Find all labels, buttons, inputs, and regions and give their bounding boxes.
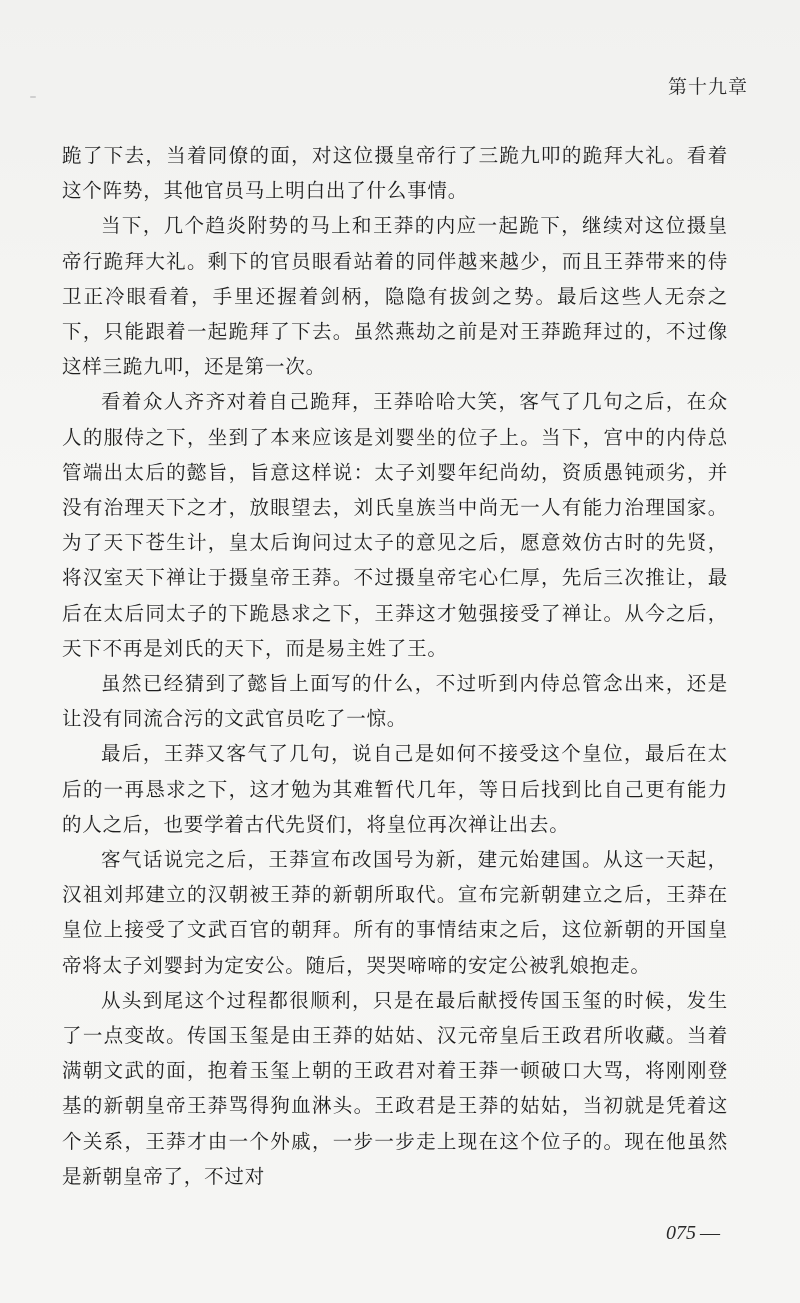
paragraph: 从头到尾这个过程都很顺利，只是在最后献授传国玉玺的时候，发生了一点变故。传国玉玺是由王莽的姑姑、汉元帝皇后王政君所收藏。当着满朝文武的面，抱着玉玺上朝的王政君对着王莽一顿破口大骂，将刚刚登基的新朝皇帝王莽骂得狗血淋头。王政君是王莽的姑姑，当初就是凭着这个关系，王莽才由一个外戚，一步一步走上现在这个位子的。现在他虽然是新朝皇帝了，不过对	[62, 988, 728, 1188]
page-number-dash: —	[700, 1222, 720, 1244]
paragraph: 当下，几个趋炎附势的马上和王莽的内应一起跪下，继续对这位摄皇帝行跪拜大礼。剩下的官员眼看站着的同伴越来越少，而且王莽带来的侍卫正冷眼看着，手里还握着剑柄，隐隐有拔剑之势。最后这些人无奈之下，只能跟着一起跪拜了下去。虽然燕劫之前是对王莽跪拜过的，不过像这样三跪九叩，还是第一次。	[62, 214, 728, 379]
paper-speck	[30, 96, 36, 98]
chapter-body	[62, 138, 728, 1194]
paragraph-continued: 跪了下去，当着同僚的面，对这位摄皇帝行了三跪九叩的跪拜大礼。看着这个阵势，其他官员马上明白出了什么事情。	[62, 144, 728, 203]
paragraph: 看着众人齐齐对着自己跪拜，王莽哈哈大笑，客气了几句之后，在众人的服侍之下，坐到了本来应该是刘婴坐的位子上。当下，宫中的内侍总管端出太后的懿旨，旨意这样说：太子刘婴年纪尚幼，资质愚钝顽劣，并没有治理天下之才，放眼望去，刘氏皇族当中尚无一人有能力治理国家。为了天下苍生计，皇太后询问过太子的意见之后，愿意效仿古时的先贤，将汉室天下禅让于摄皇帝王莽。不过摄皇帝宅心仁厚，先后三次推让，最后在太后同太子的下跪恳求之下，王莽这才勉强接受了禅让。从今之后，天下不再是刘氏的天下，而是易主姓了王。	[62, 390, 728, 660]
paragraph: 客气话说完之后，王莽宣布改国号为新，建元始建国。从这一天起，汉祖刘邦建立的汉朝被王莽的新朝所取代。宣布完新朝建立之后，王莽在皇位上接受了文武百官的朝拜。所有的事情结束之后，这位新朝的开国皇帝将太子刘婴封为定安公。随后，哭哭啼啼的安定公被乳娘抱走。	[62, 848, 728, 977]
paragraph: 最后，王莽又客气了几句，说自己是如何不接受这个皇位，最后在太后的一再恳求之下，这才勉为其难暂代几年，等日后找到比自己更有能力的人之后，也要学着古代先贤们，将皇位再次禅让出去。	[62, 742, 728, 836]
page-number-value: 075	[666, 1222, 696, 1244]
paragraph: 虽然已经猜到了懿旨上面写的什么，不过听到内侍总管念出来，还是让没有同流合污的文武官员吃了一惊。	[62, 672, 728, 731]
chapter-title: 第十九章	[667, 76, 748, 98]
page-number	[666, 1222, 720, 1245]
